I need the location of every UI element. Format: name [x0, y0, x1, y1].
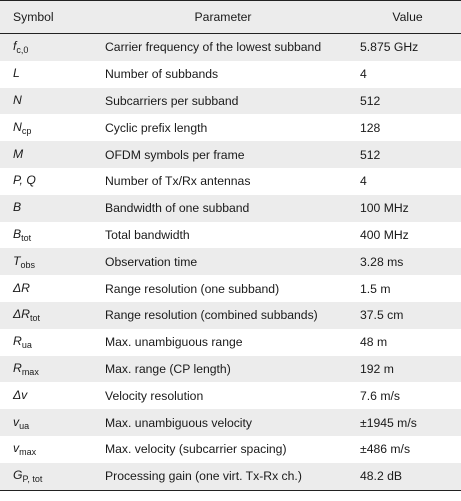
parameter-cell: OFDM symbols per frame — [92, 141, 354, 168]
symbol-subscript: max — [19, 447, 37, 458]
symbol-cell — [0, 114, 92, 141]
symbol-cell — [0, 382, 92, 409]
table-row — [0, 168, 461, 195]
parameter-cell: Number of Tx/Rx antennas — [92, 168, 354, 195]
symbol-subscript: P, — [22, 474, 30, 485]
parameter-cell: Bandwidth of one subband — [92, 195, 354, 222]
parameter-cell: Range resolution (one subband) — [92, 275, 354, 302]
parameter-cell: Number of subbands — [92, 61, 354, 88]
value-cell: 37.5 cm — [354, 302, 461, 329]
table-header — [0, 1, 461, 34]
symbol-cell — [0, 463, 92, 490]
value-cell: 192 m — [354, 356, 461, 383]
symbol-cell — [0, 248, 92, 275]
symbol-text: G — [13, 468, 23, 483]
parameter-cell: Carrier frequency of the lowest subband — [92, 34, 354, 61]
symbol-text: ΔR — [13, 280, 30, 295]
symbol-text: f — [13, 39, 17, 54]
table-row — [0, 275, 461, 302]
symbol-text: M — [13, 146, 24, 161]
symbol-cell — [0, 168, 92, 195]
value-cell: 3.28 ms — [354, 248, 461, 275]
symbol-text: R — [13, 360, 22, 375]
table-body — [0, 34, 461, 491]
symbol-text: Δv — [13, 387, 28, 402]
symbol-subscript: cp — [21, 125, 32, 136]
symbol-cell — [0, 141, 92, 168]
symbol-subscript-extra: tot — [29, 474, 43, 485]
parameter-cell: Subcarriers per subband — [92, 88, 354, 115]
table-row — [0, 222, 461, 249]
parameter-cell: Max. unambiguous range — [92, 329, 354, 356]
table-row — [0, 329, 461, 356]
header-parameter: Parameter — [92, 1, 354, 34]
value-cell: 4 — [354, 61, 461, 88]
value-cell: 1.5 m — [354, 275, 461, 302]
value-cell: 7.6 m/s — [354, 382, 461, 409]
parameter-cell: Velocity resolution — [92, 382, 354, 409]
header-value: Value — [354, 1, 461, 34]
value-cell: 400 MHz — [354, 222, 461, 249]
symbol-cell — [0, 275, 92, 302]
value-cell: 100 MHz — [354, 195, 461, 222]
table-row — [0, 302, 461, 329]
symbol-cell — [0, 195, 92, 222]
symbol-cell — [0, 436, 92, 463]
value-cell: ±486 m/s — [354, 436, 461, 463]
symbol-subscript: ua — [19, 420, 30, 431]
symbol-text: v — [13, 414, 20, 429]
header-symbol: Symbol — [0, 1, 92, 34]
symbol-subscript: max — [21, 366, 39, 377]
value-cell: 512 — [354, 141, 461, 168]
symbol-text: v — [13, 441, 20, 456]
symbol-cell — [0, 409, 92, 436]
table-row — [0, 382, 461, 409]
symbol-cell — [0, 61, 92, 88]
parameter-cell: Observation time — [92, 248, 354, 275]
value-cell: 512 — [354, 88, 461, 115]
parameter-cell: Max. unambiguous velocity — [92, 409, 354, 436]
parameter-cell: Max. velocity (subcarrier spacing) — [92, 436, 354, 463]
parameter-cell: Max. range (CP length) — [92, 356, 354, 383]
symbol-cell — [0, 302, 92, 329]
symbol-text: B — [13, 200, 22, 215]
value-cell: 48.2 dB — [354, 463, 461, 490]
table-row — [0, 88, 461, 115]
symbol-subscript: obs — [20, 259, 35, 270]
table-row — [0, 356, 461, 383]
symbol-cell — [0, 88, 92, 115]
value-cell: ±1945 m/s — [354, 409, 461, 436]
symbol-text: T — [13, 253, 21, 268]
parameter-cell: Cyclic prefix length — [92, 114, 354, 141]
table-row — [0, 114, 461, 141]
table-row — [0, 409, 461, 436]
symbol-cell — [0, 222, 92, 249]
symbol-subscript: ua — [21, 340, 32, 351]
symbol-cell — [0, 34, 92, 61]
parameter-cell: Total bandwidth — [92, 222, 354, 249]
symbol-subscript: tot — [21, 232, 32, 243]
table-row — [0, 61, 461, 88]
symbol-cell — [0, 356, 92, 383]
table-row — [0, 195, 461, 222]
table-row — [0, 436, 461, 463]
table-row — [0, 248, 461, 275]
symbol-text: N — [13, 119, 22, 134]
table-row — [0, 141, 461, 168]
table-row — [0, 463, 461, 490]
value-cell: 4 — [354, 168, 461, 195]
symbol-text: ΔR — [13, 307, 30, 322]
value-cell: 48 m — [354, 329, 461, 356]
symbol-cell — [0, 329, 92, 356]
table-row — [0, 34, 461, 61]
value-cell: 5.875 GHz — [354, 34, 461, 61]
symbol-text: R — [13, 334, 22, 349]
parameter-cell: Range resolution (combined subbands) — [92, 302, 354, 329]
symbol-text: L — [13, 66, 20, 81]
symbol-subscript: c,0 — [16, 45, 29, 56]
symbol-subscript: tot — [29, 313, 40, 324]
symbol-text: N — [13, 92, 22, 107]
parameter-cell: Processing gain (one virt. Tx-Rx ch.) — [92, 463, 354, 490]
header-row — [0, 1, 461, 34]
symbol-text: B — [13, 226, 22, 241]
value-cell: 128 — [354, 114, 461, 141]
symbol-text: P, Q — [13, 173, 36, 188]
